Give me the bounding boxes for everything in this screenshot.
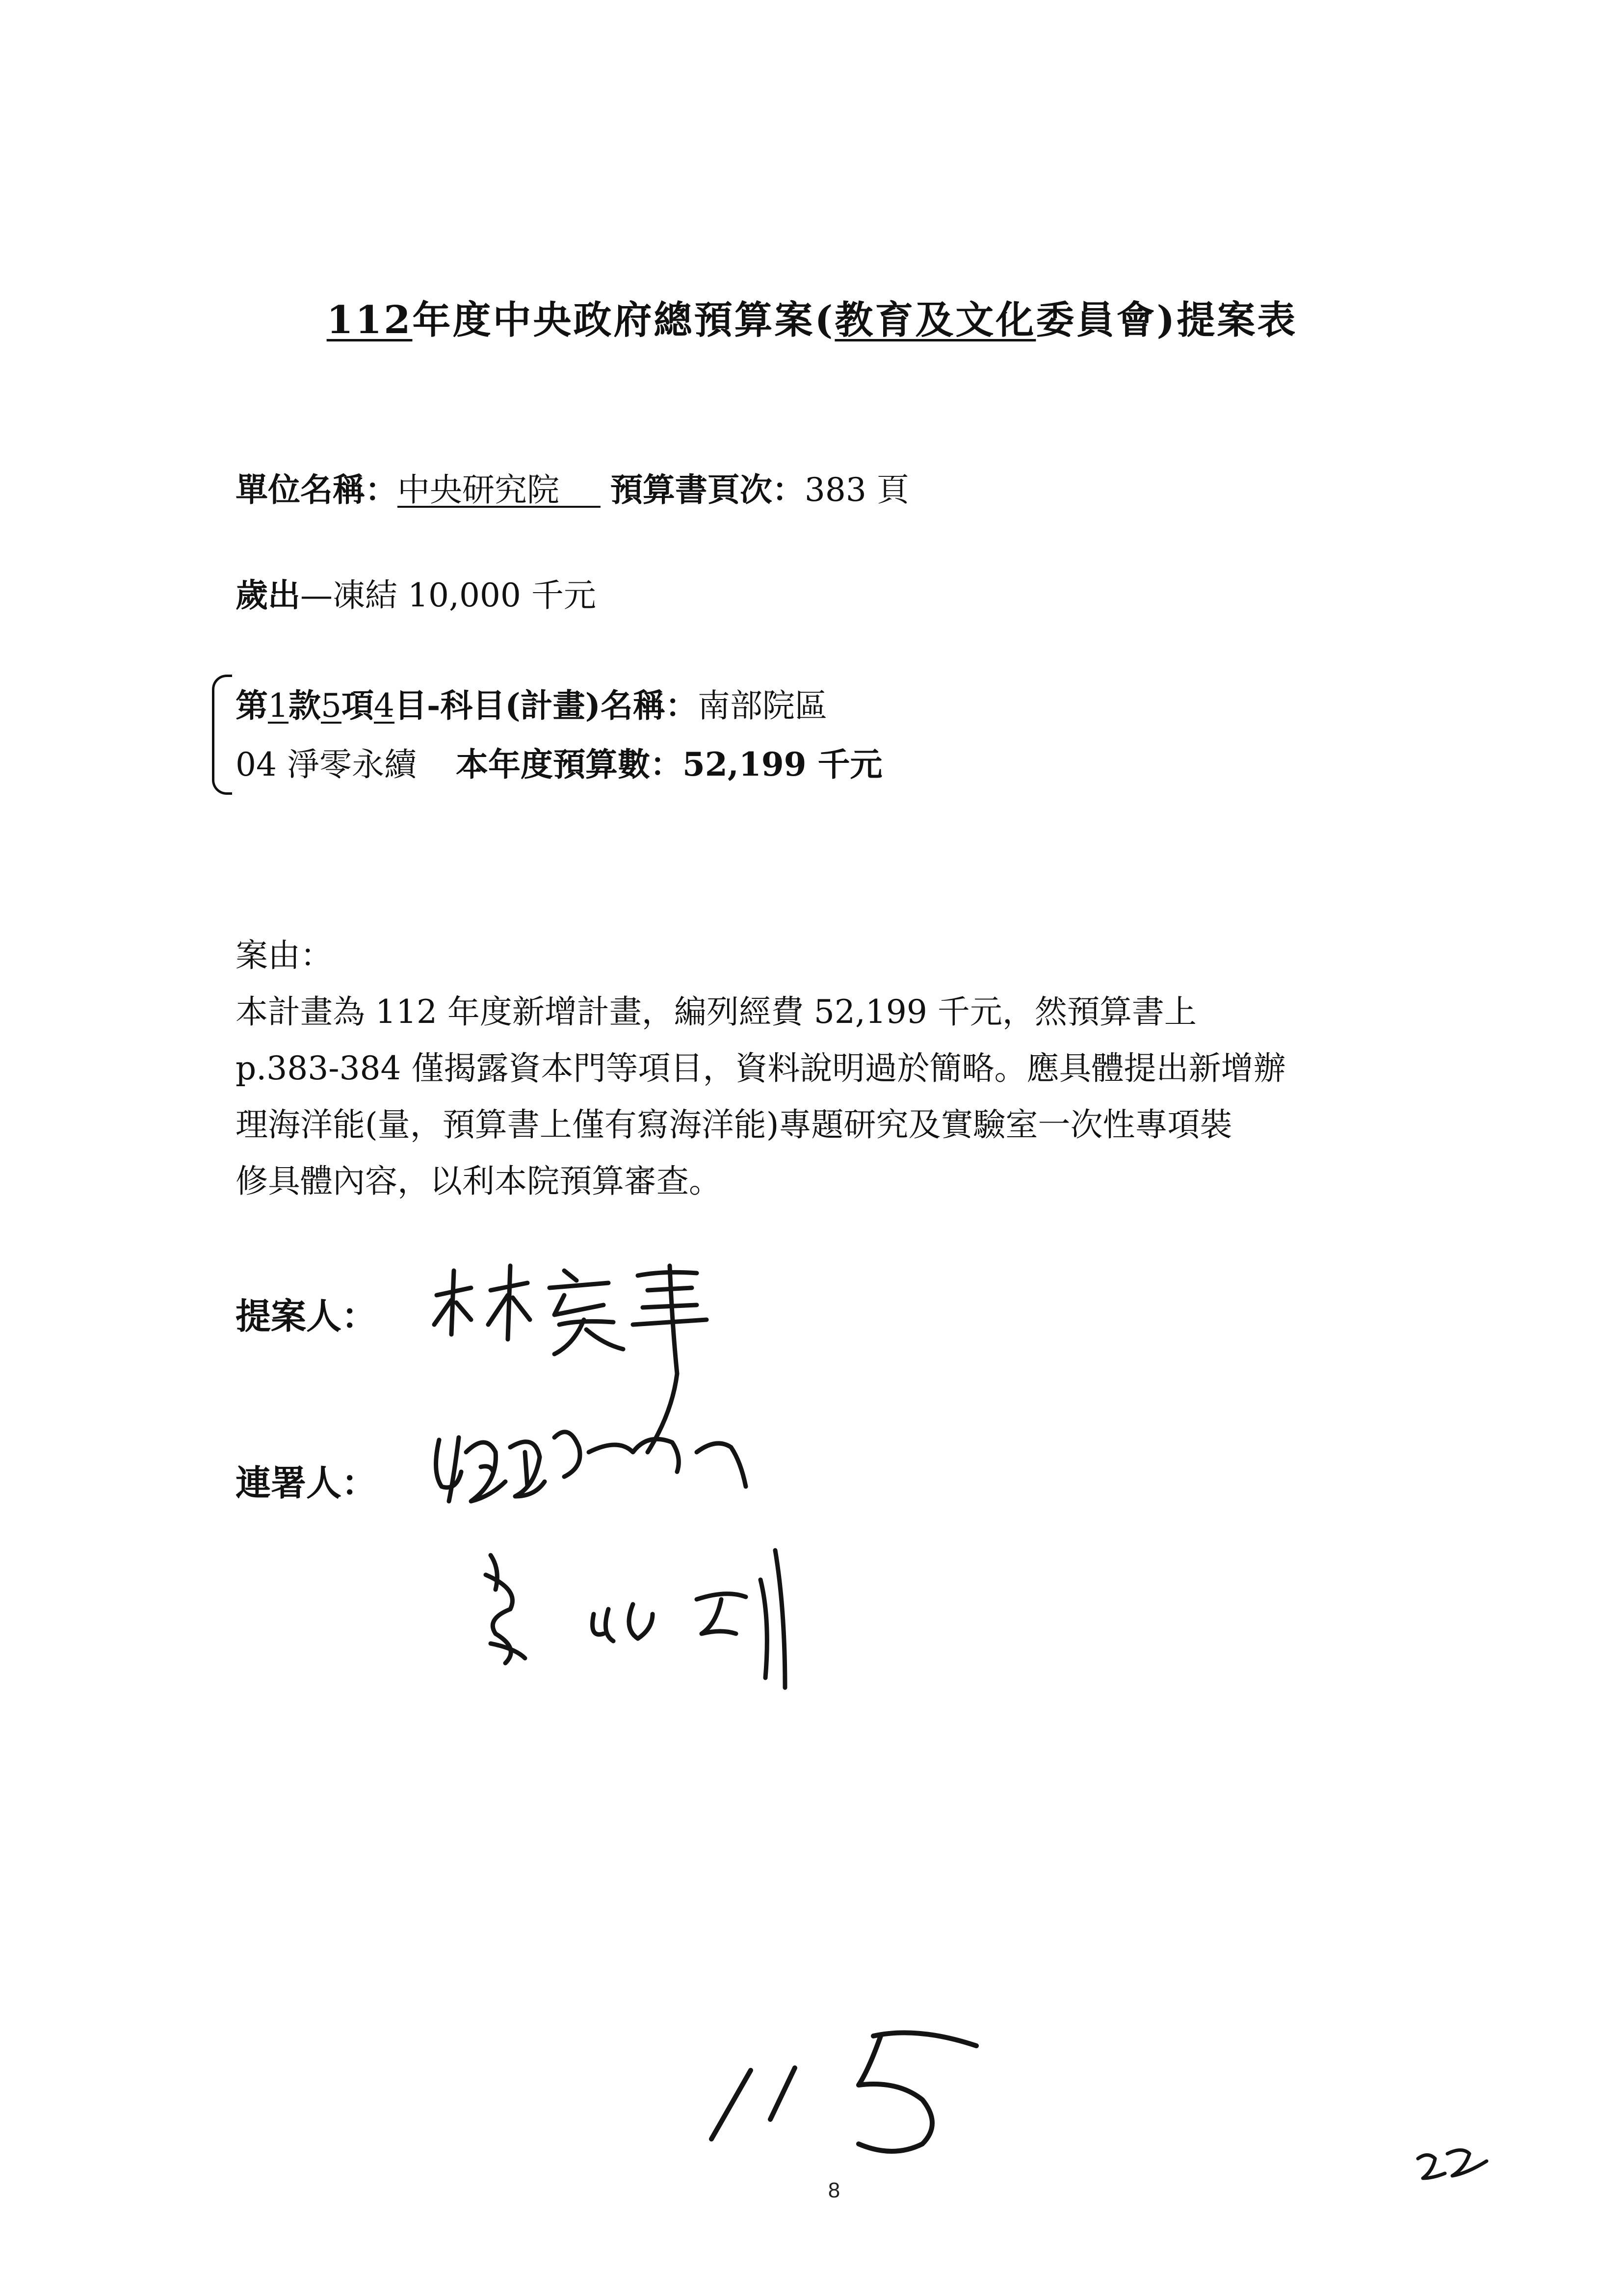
proposer-label: 提案人： <box>236 1295 377 1337</box>
reason-line: 修具體內容，以利本院預算審查。 <box>236 1162 721 1200</box>
cosigner-label: 連署人： <box>236 1462 377 1504</box>
proposer-signature <box>434 1266 707 1452</box>
account-kuan: 款 <box>288 686 321 725</box>
budget-amount-value: 52,199 千元 <box>682 745 883 783</box>
account-name: 南部院區 <box>697 687 827 725</box>
title-suffix: 委員會)提案表 <box>1036 298 1298 342</box>
cosigner-signature-2 <box>486 1550 785 1688</box>
title-prefix: 年度中央政府總預算案( <box>412 298 835 342</box>
budget-page-label: 預算書頁次： <box>610 470 805 509</box>
account-xiang-no: 5 <box>321 687 341 725</box>
reason-line: 理海洋能(量，預算書上僅有寫海洋能)專題研究及實驗室一次性專項裝 <box>236 1106 1232 1144</box>
account-item: 04 淨零永續 <box>236 746 417 783</box>
expenditure-label: 歲出 <box>236 576 300 614</box>
handwritten-number-22 <box>1418 2150 1487 2179</box>
account-name-label: 目-科目(計畫)名稱： <box>394 686 698 725</box>
account-xiang: 項 <box>341 686 374 725</box>
title-committee: 教育及文化 <box>835 298 1036 342</box>
cosigner-signature-1 <box>436 1432 746 1501</box>
reason-line: p.383-384 僅揭露資本門等項目，資料說明過於簡略。應具體提出新增辦 <box>236 1049 1286 1087</box>
budget-amount-label: 本年度預算數： <box>455 745 682 783</box>
page-number: 8 <box>828 2178 840 2202</box>
account-mu-no: 4 <box>374 687 394 725</box>
reason-label: 案由： <box>236 937 333 974</box>
budget-page-value: 383 頁 <box>804 471 909 509</box>
handwritten-number-115 <box>711 2033 976 2151</box>
unit-label: 單位名稱： <box>236 470 397 509</box>
expenditure-text: —凍結 10,000 千元 <box>300 576 596 614</box>
reason-line: 本計畫為 112 年度新增計畫，編列經費 52,199 千元，然預算書上 <box>236 993 1197 1031</box>
account-kuan-no: 1 <box>268 687 288 725</box>
unit-name: 中央研究院 <box>397 471 559 509</box>
title-year: 112 <box>326 298 413 342</box>
account-di: 第 <box>236 686 268 725</box>
